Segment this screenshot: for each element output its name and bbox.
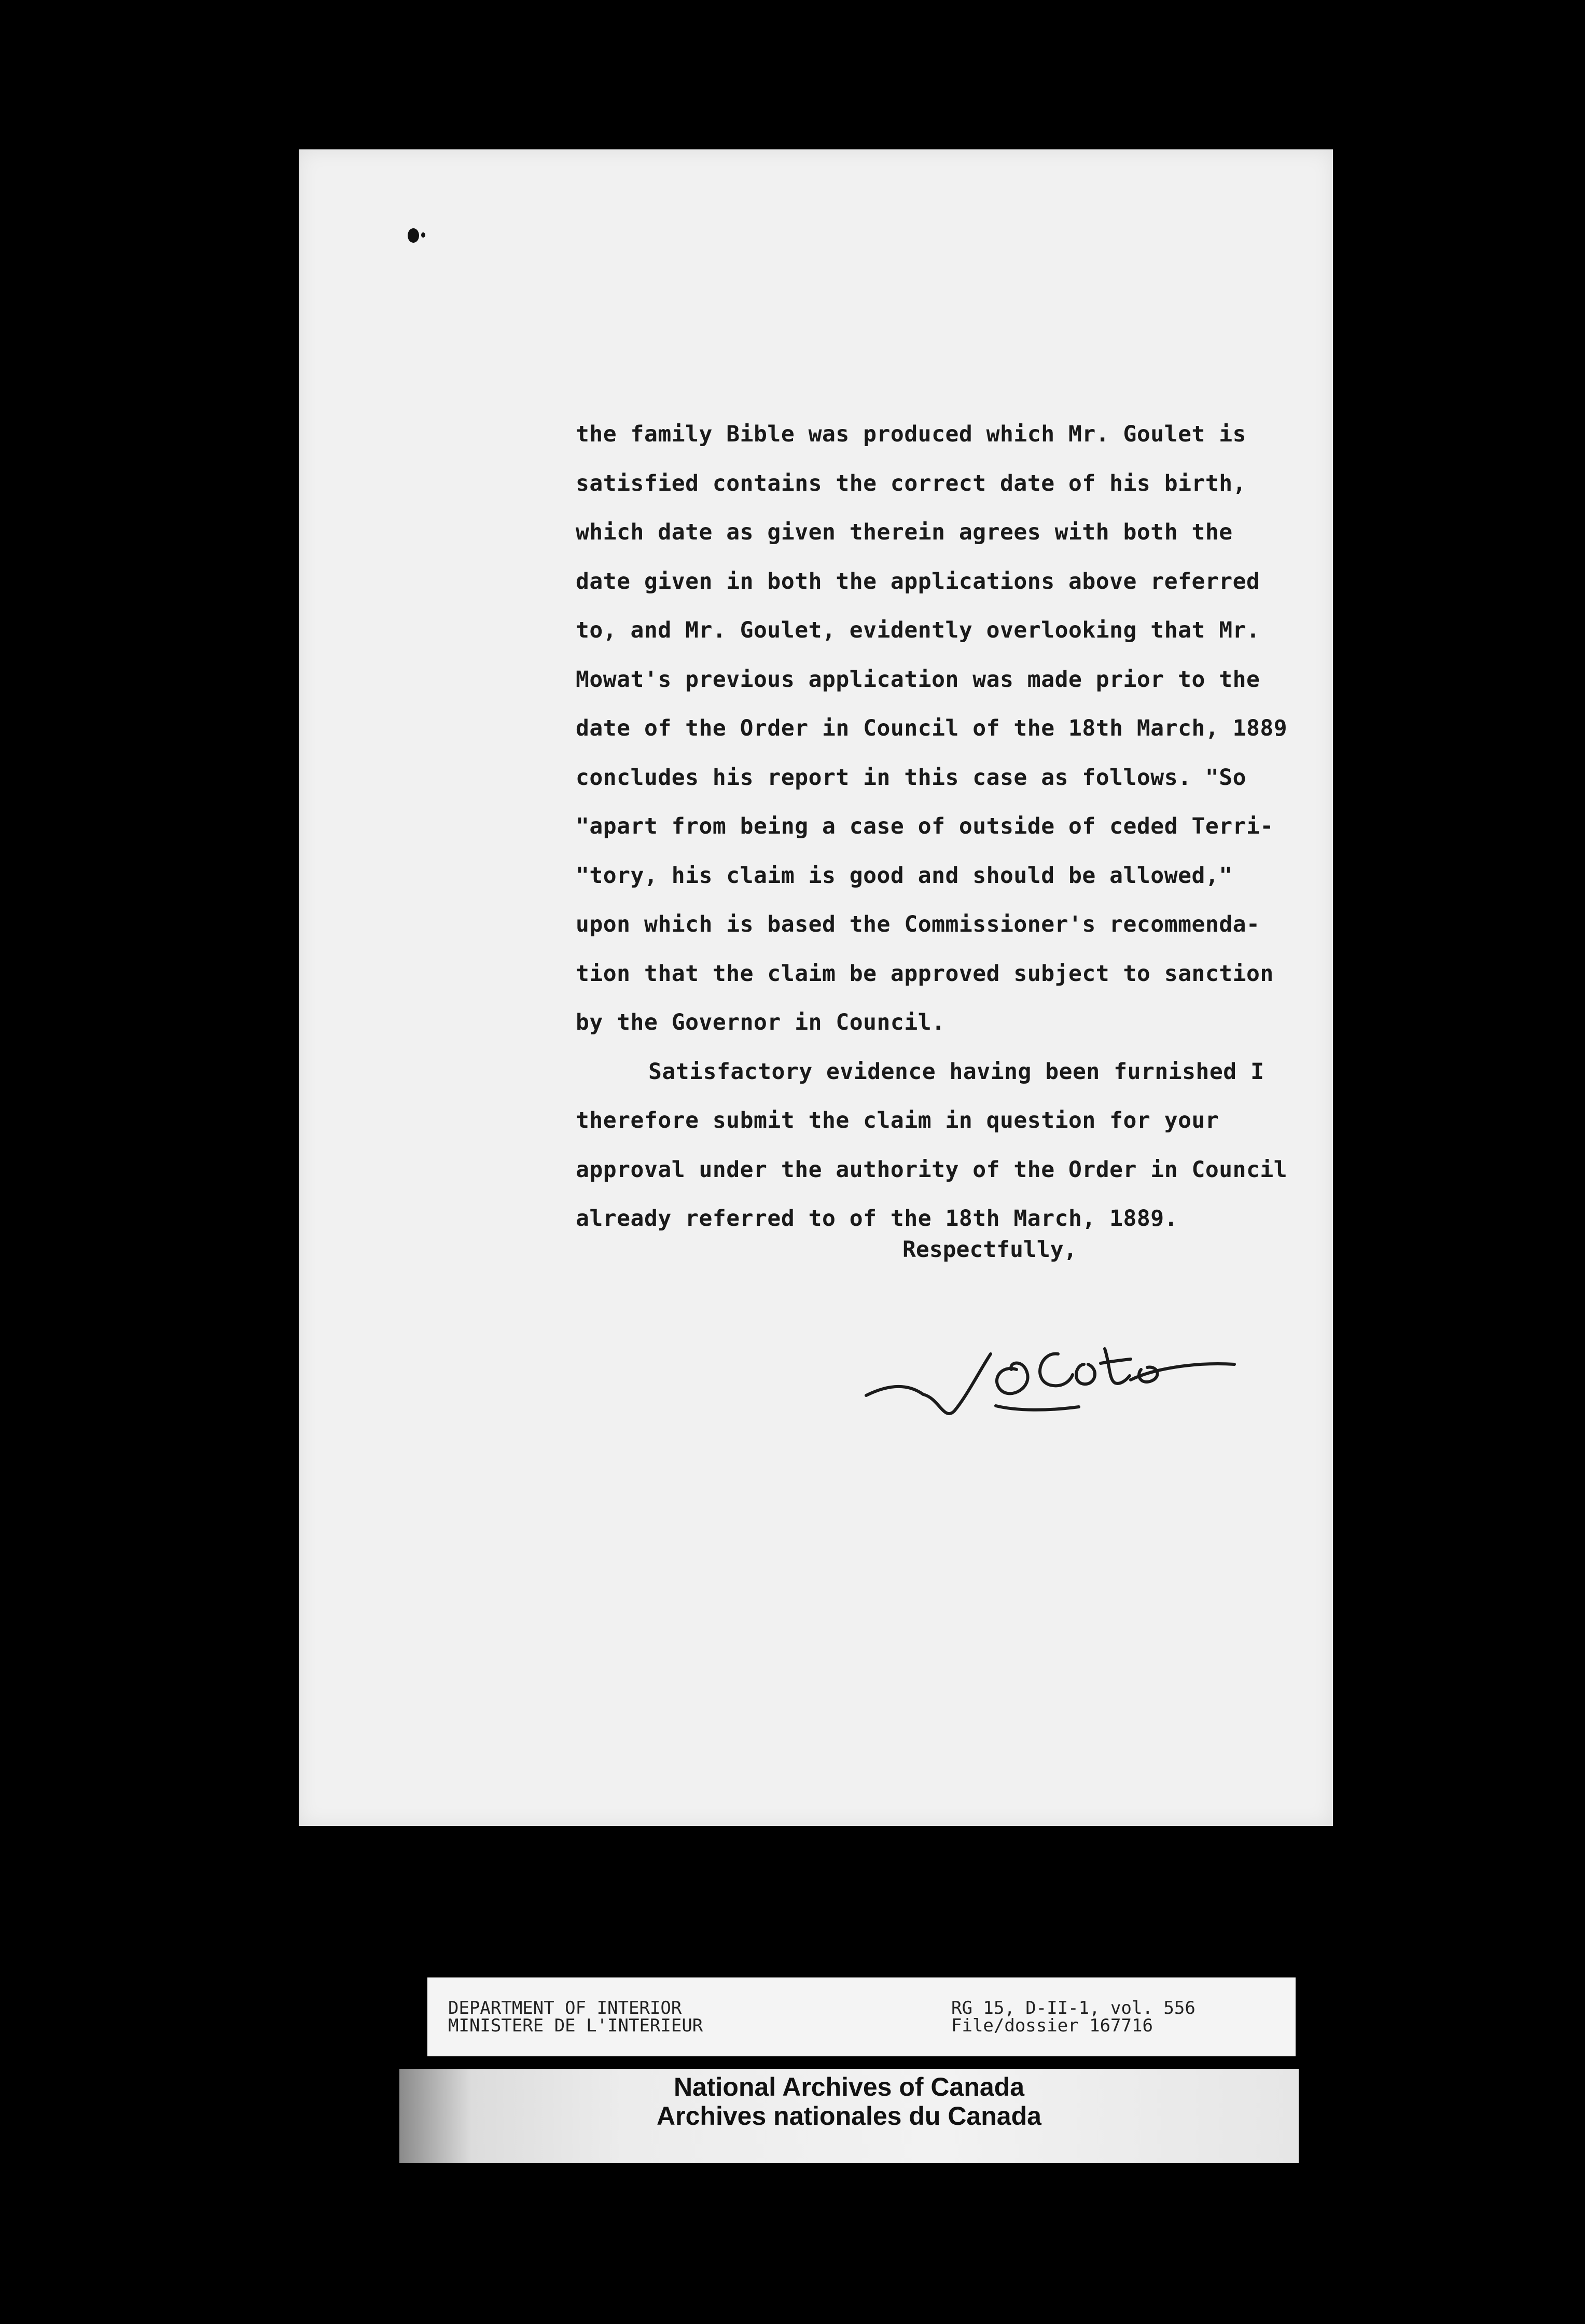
body-line: "tory, his claim is good and should be allowed," xyxy=(576,862,1233,889)
body-line: Satisfactory evidence having been furnished I xyxy=(648,1058,1264,1085)
closing-salutation: Respectfully, xyxy=(902,1237,1077,1263)
repository-name-en: National Archives of Canada xyxy=(673,2072,1025,2101)
repository-name-fr: Archives nationales du Canada xyxy=(657,2101,1041,2131)
department-name-fr: MINISTERE DE L'INTERIEUR xyxy=(448,2015,703,2036)
body-line: date given in both the applications above referred xyxy=(576,568,1260,594)
department-name-en: DEPARTMENT OF INTERIOR xyxy=(448,1998,682,2018)
body-line: concludes his report in this case as follows. "So xyxy=(576,764,1247,791)
body-line: "apart from being a case of outside of ceded Terri- xyxy=(576,813,1274,839)
body-line: the family Bible was produced which Mr. Goulet is xyxy=(576,421,1247,447)
record-group-reference: RG 15, D-II-1, vol. 556 xyxy=(951,1998,1195,2018)
body-line: by the Governor in Council. xyxy=(576,1009,946,1035)
body-line: which date as given therein agrees with both the xyxy=(576,519,1233,545)
ink-speck xyxy=(408,228,419,243)
body-line: Mowat's previous application was made prior to the xyxy=(576,666,1260,693)
body-line: upon which is based the Commissioner's recommenda- xyxy=(576,911,1260,937)
body-line: approval under the authority of the Order in Council xyxy=(576,1156,1288,1183)
ink-speck xyxy=(421,232,425,238)
archive-reference-label xyxy=(427,1977,1296,2056)
body-line: therefore submit the claim in question for your xyxy=(576,1108,1219,1133)
letter-body xyxy=(576,410,1291,1243)
body-line: already referred to of the 18th March, 1889. xyxy=(576,1206,1178,1232)
body-line: date of the Order in Council of the 18th March, 1889 xyxy=(576,715,1288,741)
body-line: to, and Mr. Goulet, evidently overlooking that Mr. xyxy=(576,617,1260,643)
repository-stamp xyxy=(399,2069,1299,2163)
file-number: File/dossier 167716 xyxy=(951,2015,1153,2036)
body-line: tion that the claim be approved subject to sanction xyxy=(576,960,1274,987)
body-line: satisfied contains the correct date of his birth, xyxy=(576,470,1247,496)
handwritten-signature xyxy=(861,1333,1276,1432)
